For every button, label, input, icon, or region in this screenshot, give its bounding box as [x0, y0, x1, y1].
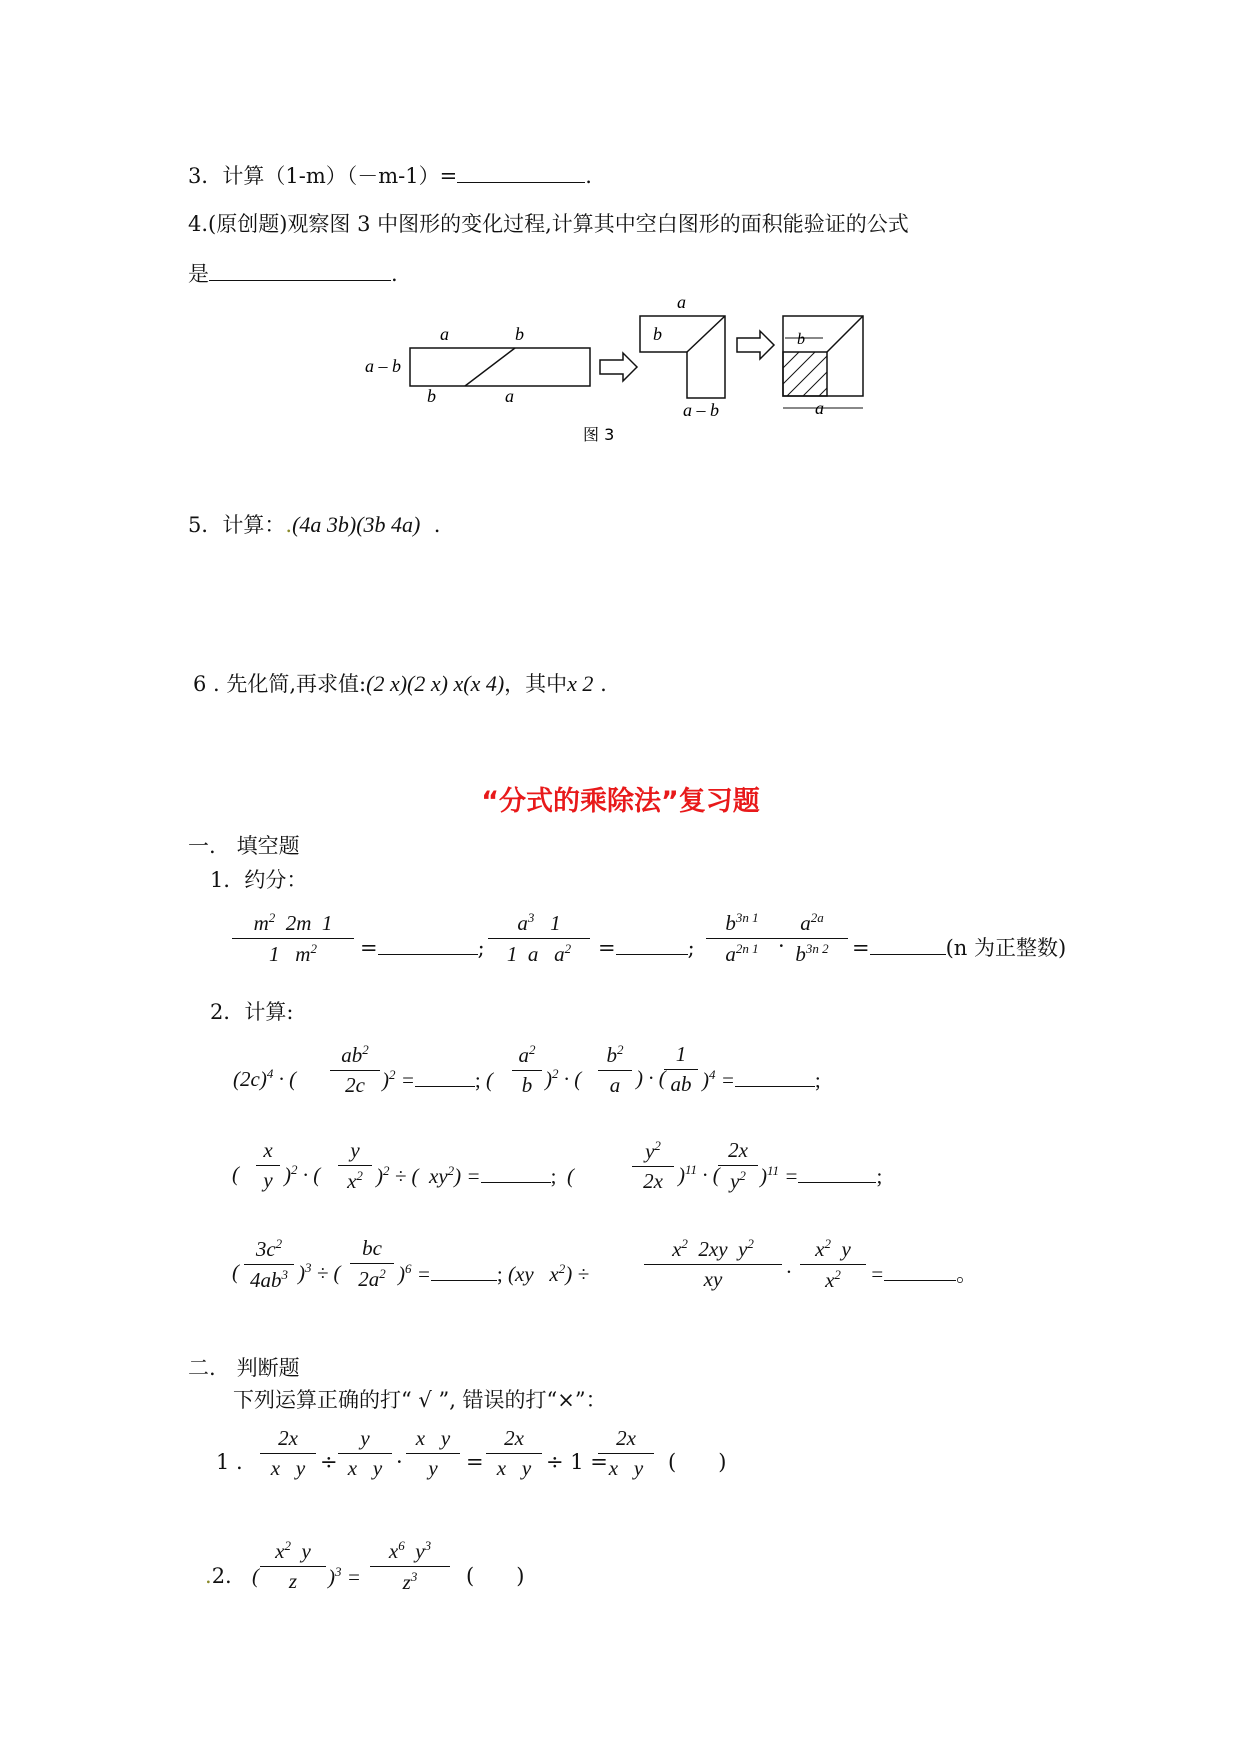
question-3-text: 3．计算（1-m）（－m-1）= [188, 164, 458, 188]
judge-2-label: 2. [211, 1564, 232, 1588]
question-5: 5．计算：.(4a 3b)(3b 4a) . [188, 512, 441, 537]
label-a-minus-b: a – b [683, 400, 719, 420]
answer-blank[interactable] [378, 934, 478, 955]
figure-3 [365, 290, 905, 470]
question-6: 6 . 先化简,再求值:(2 x)(2 x) x(x 4)，其中x 2 . [193, 671, 607, 696]
label-a: a [677, 292, 686, 312]
note: (n 为正整数) [945, 936, 1067, 960]
label-a: a [505, 386, 514, 406]
label-b: b [653, 324, 662, 344]
part2-instruction: 下列运算正确的打“ √ ”, 错误的打“×”： [233, 1388, 607, 1412]
label-b: b [427, 386, 436, 406]
answer-blank[interactable] [870, 934, 946, 955]
diagonal-line [465, 348, 515, 386]
fraction-3b: $a^{2a}$ $b^{3n 2}$ [776, 910, 848, 967]
answer-blank[interactable] [431, 1260, 497, 1281]
question-4-line2: 是 . [188, 262, 398, 286]
label-a: a [815, 398, 824, 418]
answer-blank[interactable] [884, 1260, 956, 1281]
label-a: a [440, 324, 449, 344]
answer-blank[interactable] [798, 1162, 876, 1183]
expression: (2 x)(2 x) x(x 4) [366, 671, 505, 696]
judge-1-label: 1 . [216, 1450, 243, 1474]
hatched-square [783, 352, 827, 396]
answer-blank[interactable] [616, 934, 688, 955]
figure-caption: 图 3 [583, 425, 615, 444]
answer-blank[interactable] [735, 1066, 815, 1087]
question-3: 3．计算（1-m）（－m-1）= . [188, 164, 592, 188]
label-a-minus-b: a – b [365, 356, 401, 376]
diagonal-line [827, 316, 863, 352]
judge-2-paren[interactable]: ( ) [466, 1564, 525, 1588]
answer-blank[interactable] [415, 1066, 475, 1087]
label-b: b [797, 331, 805, 348]
label-b: b [515, 324, 524, 344]
answer-blank[interactable] [209, 260, 391, 281]
arrow-right-icon [737, 331, 774, 359]
answer-blank[interactable] [457, 162, 585, 183]
item2-label: 2．计算: [210, 1000, 294, 1024]
condition: x 2 [567, 671, 594, 696]
fraction-1: $m^2$ 2m 1 1 $m^2$ [232, 910, 354, 967]
fraction-3a: $b^{3n 1}$ $a^{2n 1}$ [706, 910, 778, 967]
judge-1-paren[interactable]: ( ) [668, 1450, 727, 1474]
item1-label: 1．约分： [210, 868, 308, 892]
rectangle-shape [410, 348, 590, 386]
part2-heading: 二. 判断题 [188, 1356, 300, 1380]
fraction-2: $a^3$ 1 1 a $a^2$ [488, 910, 590, 967]
diagonal-line [687, 316, 725, 352]
expression: (4a 3b)(3b 4a) [292, 512, 421, 537]
question-4-line1: 4.(原创题)观察图 3 中图形的变化过程,计算其中空白图形的面积能验证的公式 [188, 212, 909, 236]
part1-heading: 一. 填空题 [188, 834, 300, 858]
answer-blank[interactable] [481, 1162, 551, 1183]
section-title: “分式的乘除法”复习题 [481, 786, 760, 817]
arrow-right-icon [600, 353, 637, 381]
hatch-lines [783, 352, 827, 396]
